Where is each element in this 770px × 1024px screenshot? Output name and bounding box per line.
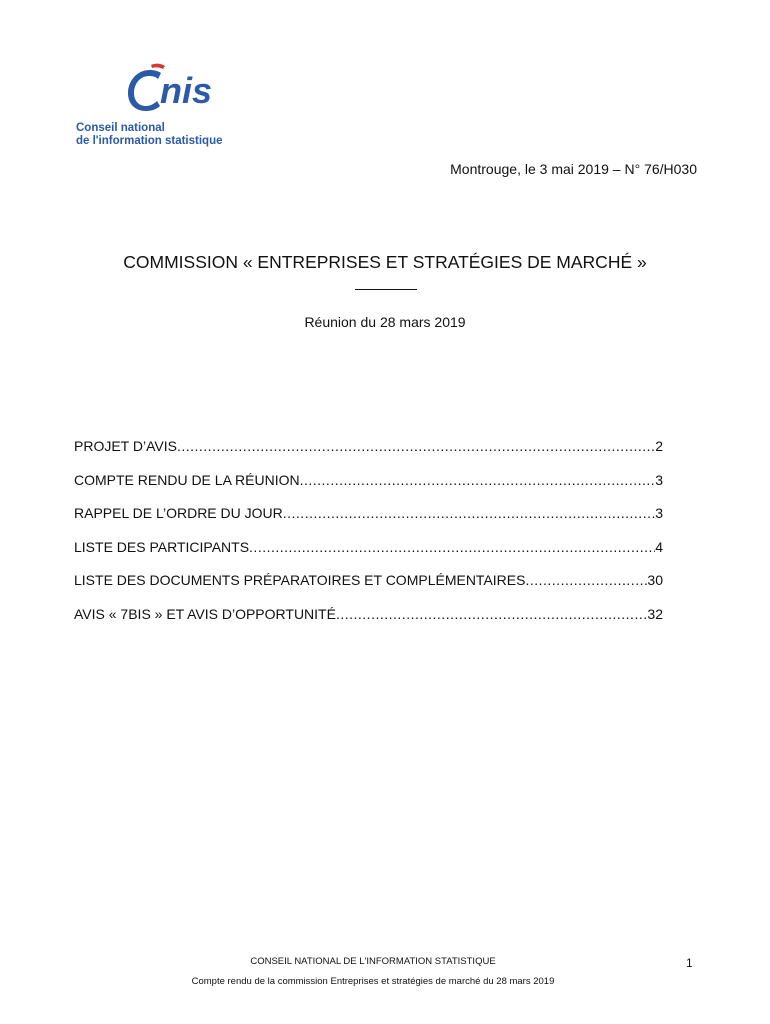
toc-page-number: 3 [655,471,663,488]
toc-dot-leader [336,606,647,622]
cnis-logo-mark [124,62,224,114]
toc-entry-participants[interactable] [74,539,663,573]
toc-entry-label: AVIS « 7BIS » ET AVIS D’OPPORTUNITÉ [74,605,336,622]
toc-entry-ordre-du-jour[interactable] [74,505,663,539]
toc-dot-leader [249,539,655,555]
toc-entry-label: PROJET D’AVIS [74,438,177,454]
footer-organization: CONSEIL NATIONAL DE L'INFORMATION STATISTIQUE [250,956,496,967]
logo-c-swoosh [128,70,161,111]
logo-word-nis: nis [160,70,213,111]
toc-entry-compte-rendu[interactable] [74,472,663,506]
logo-caption-line-2: de l'information statistique [76,135,223,147]
toc-page-number: 2 [655,438,663,454]
footer-page-number: 1 [686,956,693,970]
toc-entry-label: COMPTE RENDU DE LA RÉUNION [74,471,300,488]
toc-page-number: 4 [655,538,663,555]
meeting-date: Réunion du 28 mars 2019 [304,314,466,330]
logo-caption [76,122,223,148]
toc-entry-projet-avis[interactable] [74,438,663,472]
toc-page-number: 32 [647,605,663,622]
toc-page-number: 30 [647,572,663,588]
document-dateline: Montrouge, le 3 mai 2019 – N° 76/H030 [450,161,697,177]
logo-caption-line-1: Conseil national [76,122,165,134]
logo-c-accent [151,64,165,69]
toc-dot-leader [177,438,655,454]
toc-dot-leader [283,505,655,521]
toc-entry-label: LISTE DES PARTICIPANTS [74,538,250,555]
toc-page-number: 3 [655,505,663,521]
toc-entry-label: RAPPEL DE L’ORDRE DU JOUR [74,505,283,521]
page-title: COMMISSION « ENTREPRISES ET STRATÉGIES DE MARCHÉ » [123,252,647,272]
table-of-contents [74,438,663,639]
toc-entry-documents[interactable] [74,572,663,606]
toc-entry-avis-7bis[interactable] [74,606,663,640]
toc-dot-leader [300,472,656,488]
cnis-logo [76,62,276,157]
footer-document-note: Compte rendu de la commission Entreprises et stratégies de marché du 28 mars 2019 [191,976,555,987]
title-divider [355,289,417,290]
toc-dot-leader [525,572,647,588]
toc-entry-label: LISTE DES DOCUMENTS PRÉPARATOIRES ET COMPLÉMENTAIRES [74,572,526,588]
